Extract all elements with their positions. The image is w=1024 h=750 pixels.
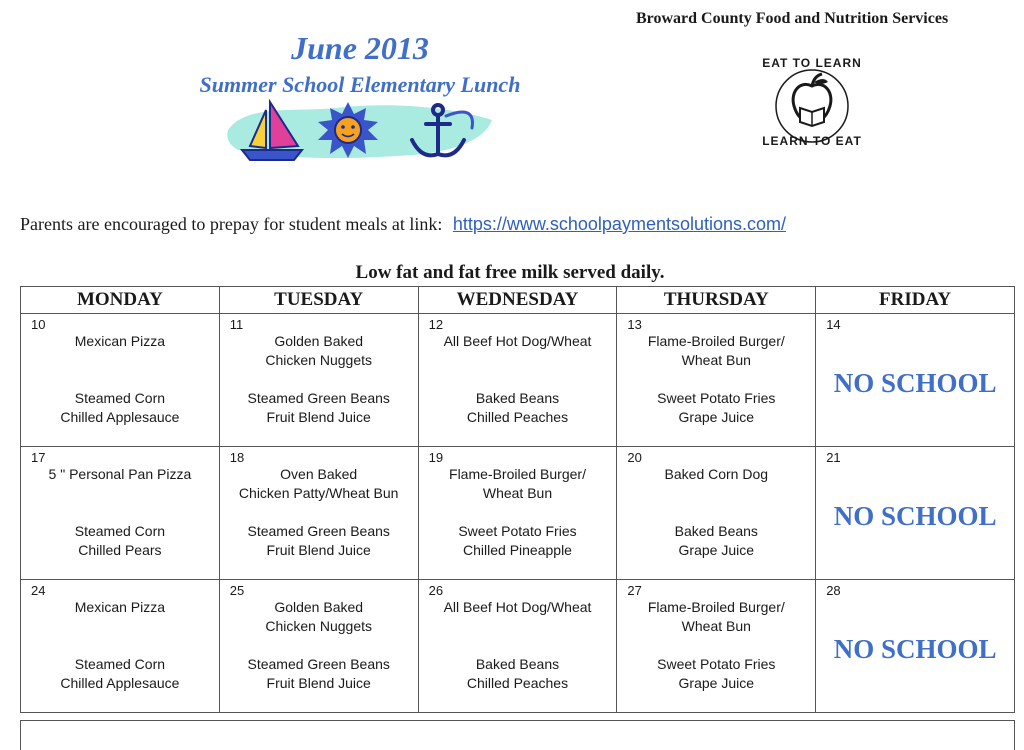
side-line: Chilled Applesauce <box>60 409 180 425</box>
logo-top-text: EAT TO LEARN <box>762 56 862 70</box>
sides <box>21 522 219 560</box>
day-date: 24 <box>31 583 46 598</box>
week-row <box>21 314 1015 447</box>
day-header-friday: FRIDAY <box>816 287 1015 314</box>
week-row <box>21 447 1015 580</box>
side-line: Chilled Applesauce <box>60 675 180 691</box>
day-header-tuesday: TUESDAY <box>219 287 418 314</box>
day-cell <box>816 580 1015 713</box>
entree-line: All Beef Hot Dog/Wheat <box>443 333 592 349</box>
agency-name: Broward County Food and Nutrition Services <box>636 10 949 27</box>
day-date: 25 <box>229 583 245 598</box>
entree-line: All Beef Hot Dog/Wheat <box>443 599 592 615</box>
day-date: 17 <box>31 450 46 465</box>
side-line: Sweet Potato Fries <box>458 523 577 539</box>
entree <box>419 332 617 351</box>
day-date: 14 <box>826 317 841 332</box>
day-date: 21 <box>826 450 841 465</box>
side-line: Chilled Peaches <box>466 675 569 691</box>
day-date: 28 <box>826 583 841 598</box>
entree-line: Flame-Broiled Burger/ <box>647 333 785 349</box>
entree-line: Chicken Nuggets <box>265 618 372 634</box>
side-line: Chilled Pineapple <box>463 542 572 558</box>
sides <box>419 655 617 693</box>
day-date: 26 <box>428 583 444 598</box>
sides <box>419 389 617 427</box>
day-date: 19 <box>428 450 444 465</box>
day-header-wednesday: WEDNESDAY <box>418 287 617 314</box>
entree <box>220 598 418 636</box>
entree <box>617 465 815 484</box>
entree-line: Mexican Pizza <box>74 333 166 349</box>
side-line: Fruit Blend Juice <box>266 542 371 558</box>
entree-line: Wheat Bun <box>681 618 751 634</box>
entree <box>220 332 418 370</box>
day-cell <box>418 314 617 447</box>
side-line: Steamed Green Beans <box>247 390 390 406</box>
day-cell <box>21 447 220 580</box>
side-line: Fruit Blend Juice <box>266 409 371 425</box>
weekday-header-row <box>21 287 1015 314</box>
day-cell <box>418 447 617 580</box>
no-school-label: NO SCHOOL <box>833 368 997 398</box>
entree <box>21 598 219 617</box>
entree-line: 5 " Personal Pan Pizza <box>48 466 192 482</box>
entree <box>21 465 219 484</box>
entree <box>21 332 219 351</box>
day-date: 20 <box>627 450 642 465</box>
day-cell <box>219 314 418 447</box>
side-line: Steamed Green Beans <box>247 523 390 539</box>
sides <box>419 522 617 560</box>
day-cell <box>418 580 617 713</box>
side-line: Chilled Pears <box>78 542 162 558</box>
day-date: 10 <box>31 317 46 332</box>
entree-line: Oven Baked <box>280 466 358 482</box>
sides <box>617 655 815 693</box>
side-line: Grape Juice <box>678 542 755 558</box>
side-line: Baked Beans <box>674 523 758 539</box>
day-date: 11 <box>229 317 244 332</box>
prepay-text: Parents are encouraged to prepay for student meals at link: <box>20 214 443 234</box>
page-title: June 2013 <box>291 30 429 66</box>
side-line: Grape Juice <box>678 675 755 691</box>
entree-line: Golden Baked <box>274 333 364 349</box>
day-header-monday: MONDAY <box>21 287 220 314</box>
day-date: 27 <box>627 583 642 598</box>
day-date: 13 <box>627 317 642 332</box>
sides <box>220 522 418 560</box>
sides <box>220 389 418 427</box>
side-line: Steamed Green Beans <box>247 656 390 672</box>
day-cell <box>219 447 418 580</box>
entree-line: Wheat Bun <box>482 485 553 501</box>
next-week-row-partial <box>20 720 1015 750</box>
day-cell <box>21 314 220 447</box>
lunch-calendar <box>20 286 1015 713</box>
entree <box>617 598 815 636</box>
entree-line: Chicken Patty/Wheat Bun <box>238 485 399 501</box>
logo-text <box>752 46 872 166</box>
entree-line: Flame-Broiled Burger/ <box>647 599 785 615</box>
side-line: Sweet Potato Fries <box>657 390 776 406</box>
day-date: 12 <box>428 317 444 332</box>
side-line: Steamed Corn <box>74 656 166 672</box>
day-cell <box>617 314 816 447</box>
no-school-label: NO SCHOOL <box>833 634 997 664</box>
side-line: Baked Beans <box>475 656 560 672</box>
entree-line: Mexican Pizza <box>74 599 166 615</box>
side-line: Steamed Corn <box>74 390 166 406</box>
no-school-label: NO SCHOOL <box>833 501 997 531</box>
sides <box>21 389 219 427</box>
sides <box>21 655 219 693</box>
sides <box>617 389 815 427</box>
side-line: Chilled Peaches <box>466 409 569 425</box>
day-date: 18 <box>229 450 245 465</box>
day-cell <box>219 580 418 713</box>
sides <box>617 522 815 560</box>
sides <box>220 655 418 693</box>
entree-line: Wheat Bun <box>681 352 751 368</box>
payment-link[interactable]: https://www.schoolpaymentsolutions.com/ <box>452 214 787 234</box>
summer-banner <box>226 98 496 164</box>
week-row <box>21 580 1015 713</box>
entree <box>419 598 617 617</box>
day-cell <box>617 580 816 713</box>
prepay-notice <box>20 214 786 235</box>
day-cell <box>816 314 1015 447</box>
entree-line: Golden Baked <box>274 599 364 615</box>
side-line: Sweet Potato Fries <box>657 656 776 672</box>
entree <box>220 465 418 503</box>
day-cell <box>816 447 1015 580</box>
entree <box>419 465 617 503</box>
logo-bottom-text: LEARN TO EAT <box>762 134 862 148</box>
day-cell <box>21 580 220 713</box>
side-line: Grape Juice <box>678 409 755 425</box>
day-header-thursday: THURSDAY <box>617 287 816 314</box>
entree <box>617 332 815 370</box>
entree-line: Baked Corn Dog <box>664 466 769 482</box>
side-line: Steamed Corn <box>74 523 166 539</box>
page-subtitle: Summer School Elementary Lunch <box>199 72 521 97</box>
side-line: Baked Beans <box>475 390 560 406</box>
milk-note: Low fat and fat free milk served daily. <box>355 262 665 283</box>
day-cell <box>617 447 816 580</box>
entree-line: Chicken Nuggets <box>265 352 372 368</box>
side-line: Fruit Blend Juice <box>266 675 371 691</box>
entree-line: Flame-Broiled Burger/ <box>449 466 586 482</box>
